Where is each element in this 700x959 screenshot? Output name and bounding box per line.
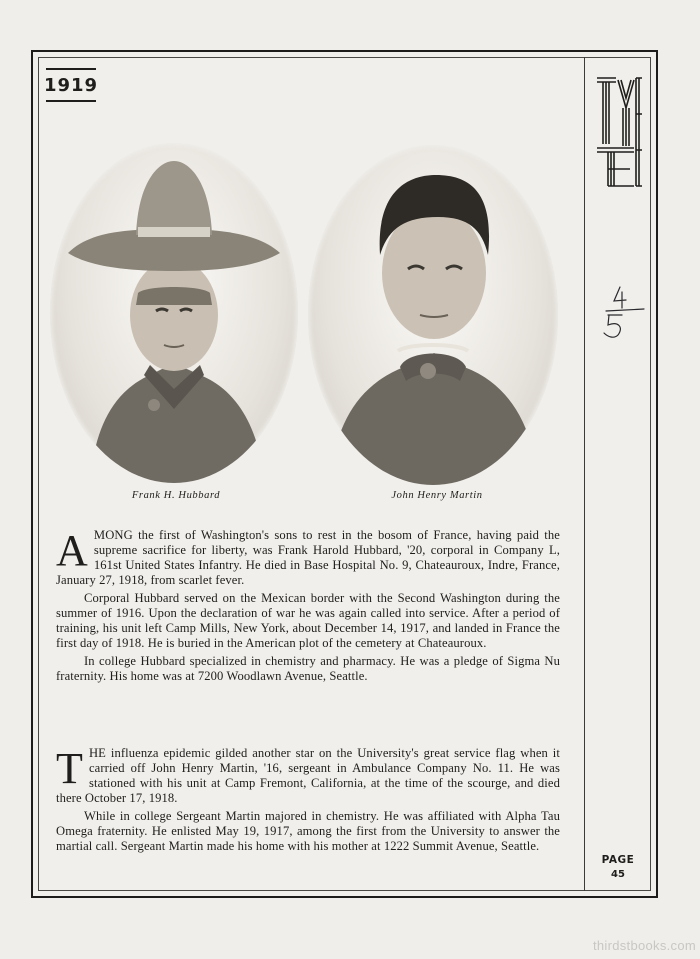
dropcap-t: T xyxy=(56,744,83,793)
year-heading: 1919 xyxy=(46,68,96,102)
article-hubbard-paragraph-3: In college Hubbard specialized in chemistry and pharmacy. He was a pledge of Sigma Nu fraternity. His home was at 7200 Woodlawn Avenue, Seattle. xyxy=(56,654,560,683)
tyee-logo-icon xyxy=(594,74,644,190)
soldier-bareheaded-icon xyxy=(308,145,558,485)
page-label: PAGE xyxy=(601,854,635,866)
article-hubbard-paragraph-1 xyxy=(56,528,560,588)
margin-divider xyxy=(584,57,585,891)
article-hubbard xyxy=(56,528,560,687)
pencil-number-top: 4 xyxy=(596,283,597,284)
portrait-john-martin xyxy=(308,145,558,485)
article-martin-paragraph-1 xyxy=(56,746,560,806)
article-hubbard-paragraph-2: Corporal Hubbard served on the Mexican border with the Second Washington during the summer of 1916. Upon the declaration of war he was again called into service. After a period of training, his unit left Camp Mills, New York, about December 14, 1917, and landed in France the first day of 1918. He is buried in the American plot of the cemetery at Chateauroux. xyxy=(56,591,560,650)
caption-frank-hubbard: Frank H. Hubbard xyxy=(131,490,221,501)
pencil-annotation xyxy=(596,283,652,343)
paragraph-text: HE influenza epidemic gilded another star on the University's great service flag when it carried off John Henry Martin, '16, sergeant in Ambulance Company No. 11. He was stationed with his unit at Camp Fremont, California, at the time of the scourge, and died there October 17, 1918. xyxy=(56,746,560,805)
watermark: thirdstbooks.com xyxy=(592,938,696,953)
page-number: 45 xyxy=(611,869,625,880)
article-martin xyxy=(56,746,560,857)
dropcap-a: A xyxy=(56,526,88,575)
portrait-frank-hubbard xyxy=(50,143,298,483)
soldier-campaign-hat-icon xyxy=(50,143,298,483)
caption-john-martin: John Henry Martin xyxy=(391,490,483,501)
article-martin-paragraph-2: While in college Sergeant Martin majored in chemistry. He was affiliated with Alpha Tau Omega fraternity. He enlisted May 19, 1917, among the first from the University to answer the martial call. Sergeant Martin made his home with his mother at 1222 Summit Avenue, Seattle. xyxy=(56,809,560,853)
paragraph-text: MONG the first of Washington's sons to rest in the bosom of France, having paid the supreme sacrifice for liberty, was Frank Harold Hubbard, '20, corporal in Company L, 161st United States Infantry. He died in Base Hospital No. 9, Chateauroux, Indre, France, January 27, 1918, from scarlet fever. xyxy=(56,528,560,587)
